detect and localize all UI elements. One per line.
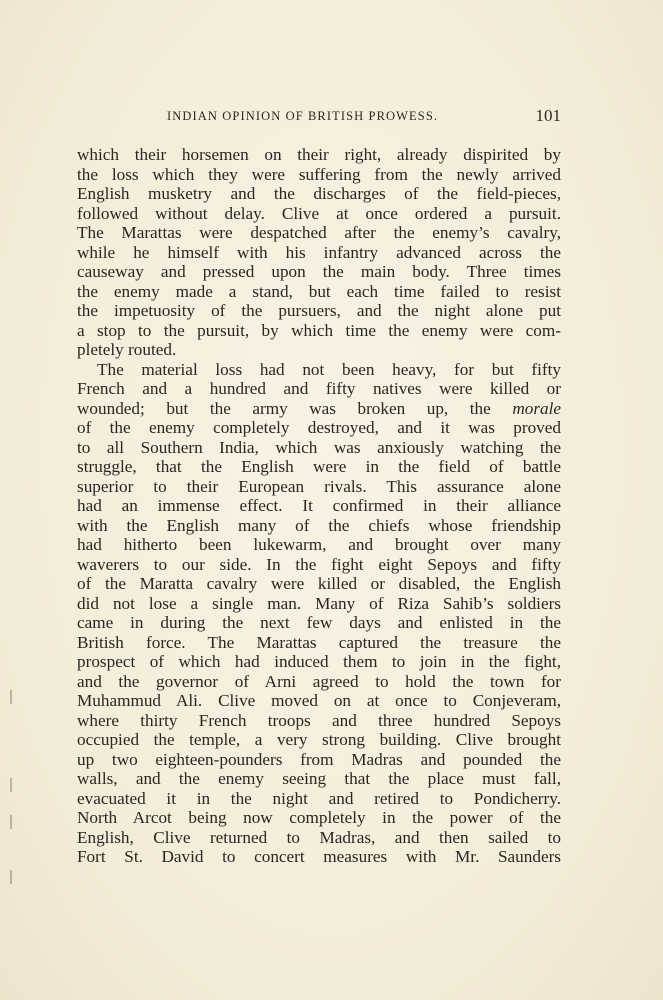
text-line: and the governor of Arni agreed to hold the town for [77, 671, 561, 691]
text-segment: wounded; but the army was broken up, the [77, 398, 491, 418]
running-head [77, 107, 561, 127]
text-line: came in during the next few days and enlisted in the [77, 613, 561, 632]
running-title: INDIAN OPINION OF BRITISH PROWESS. [167, 109, 439, 123]
text-line: The material loss had not been heavy, for but fifty [97, 359, 561, 379]
text-line: evacuated it in the night and retired to Pondicherry. [77, 788, 561, 808]
text-line: had an immense effect. It confirmed in their alliance [77, 496, 561, 515]
text-line: British force. The Marattas captured the treasure the [77, 632, 561, 652]
text-line: the loss which they were suffering from the newly arrived [77, 164, 561, 184]
text-line: superior to their European rivals. This assurance alone [77, 476, 561, 496]
text-line: occupied the temple, a very strong building. Clive brought [77, 730, 561, 749]
text-line: a stop to the pursuit, by which time the enemy were com- [77, 320, 561, 340]
body-text [77, 145, 561, 867]
text-line: the enemy made a stand, but each time failed to resist [77, 281, 561, 301]
margin-mark [10, 690, 12, 704]
text-line: French and a hundred and fifty natives were killed or [77, 379, 561, 398]
text-line: waverers to our side. In the fight eight Sepoys and fifty [77, 554, 561, 574]
text-line: of the enemy completely destroyed, and it was proved [77, 418, 561, 437]
text-line: the impetuosity of the pursuers, and the night alone put [77, 301, 561, 320]
italic-word: morale [512, 398, 561, 418]
text-line: pletely routed. [77, 340, 177, 359]
margin-mark [10, 870, 12, 884]
text-line: struggle, that the English were in the field of battle [77, 457, 561, 476]
text-line: causeway and pressed upon the main body. Three times [77, 262, 561, 281]
text-line: to all Southern India, which was anxiously watching the [77, 437, 561, 457]
margin-mark [10, 778, 12, 792]
text-line: had hitherto been lukewarm, and brought over many [77, 535, 561, 554]
text-line: The Marattas were despatched after the enemy’s cavalry, [77, 223, 561, 242]
text-line: English, Clive returned to Madras, and then sailed to [77, 827, 561, 847]
text-line: Muhammud Ali. Clive moved on at once to Conjeveram, [77, 691, 561, 710]
text-line: walls, and the enemy seeing that the place must fall, [77, 769, 561, 788]
text-line-with-italic [77, 399, 561, 419]
text-line: while he himself with his infantry advanced across the [77, 242, 561, 262]
text-line: did not lose a single man. Many of Riza Sahib’s soldiers [77, 593, 561, 613]
margin-mark [10, 815, 12, 829]
text-line: where thirty French troops and three hundred Sepoys [77, 710, 561, 730]
text-line: of the Maratta cavalry were killed or disabled, the English [77, 574, 561, 593]
page-number: 101 [535, 106, 561, 125]
text-line: which their horsemen on their right, already dispirited by [77, 145, 561, 164]
text-line: followed without delay. Clive at once ordered a pursuit. [77, 203, 561, 223]
text-line: North Arcot being now completely in the power of the [77, 808, 561, 827]
text-line: prospect of which had induced them to join in the fight, [77, 652, 561, 671]
text-line: English musketry and the discharges of the field-pieces, [77, 184, 561, 203]
text-line: with the English many of the chiefs whose friendship [77, 515, 561, 535]
text-line: Fort St. David to concert measures with Mr. Saunders [77, 847, 561, 866]
text-line: up two eighteen-pounders from Madras and pounded the [77, 749, 561, 769]
